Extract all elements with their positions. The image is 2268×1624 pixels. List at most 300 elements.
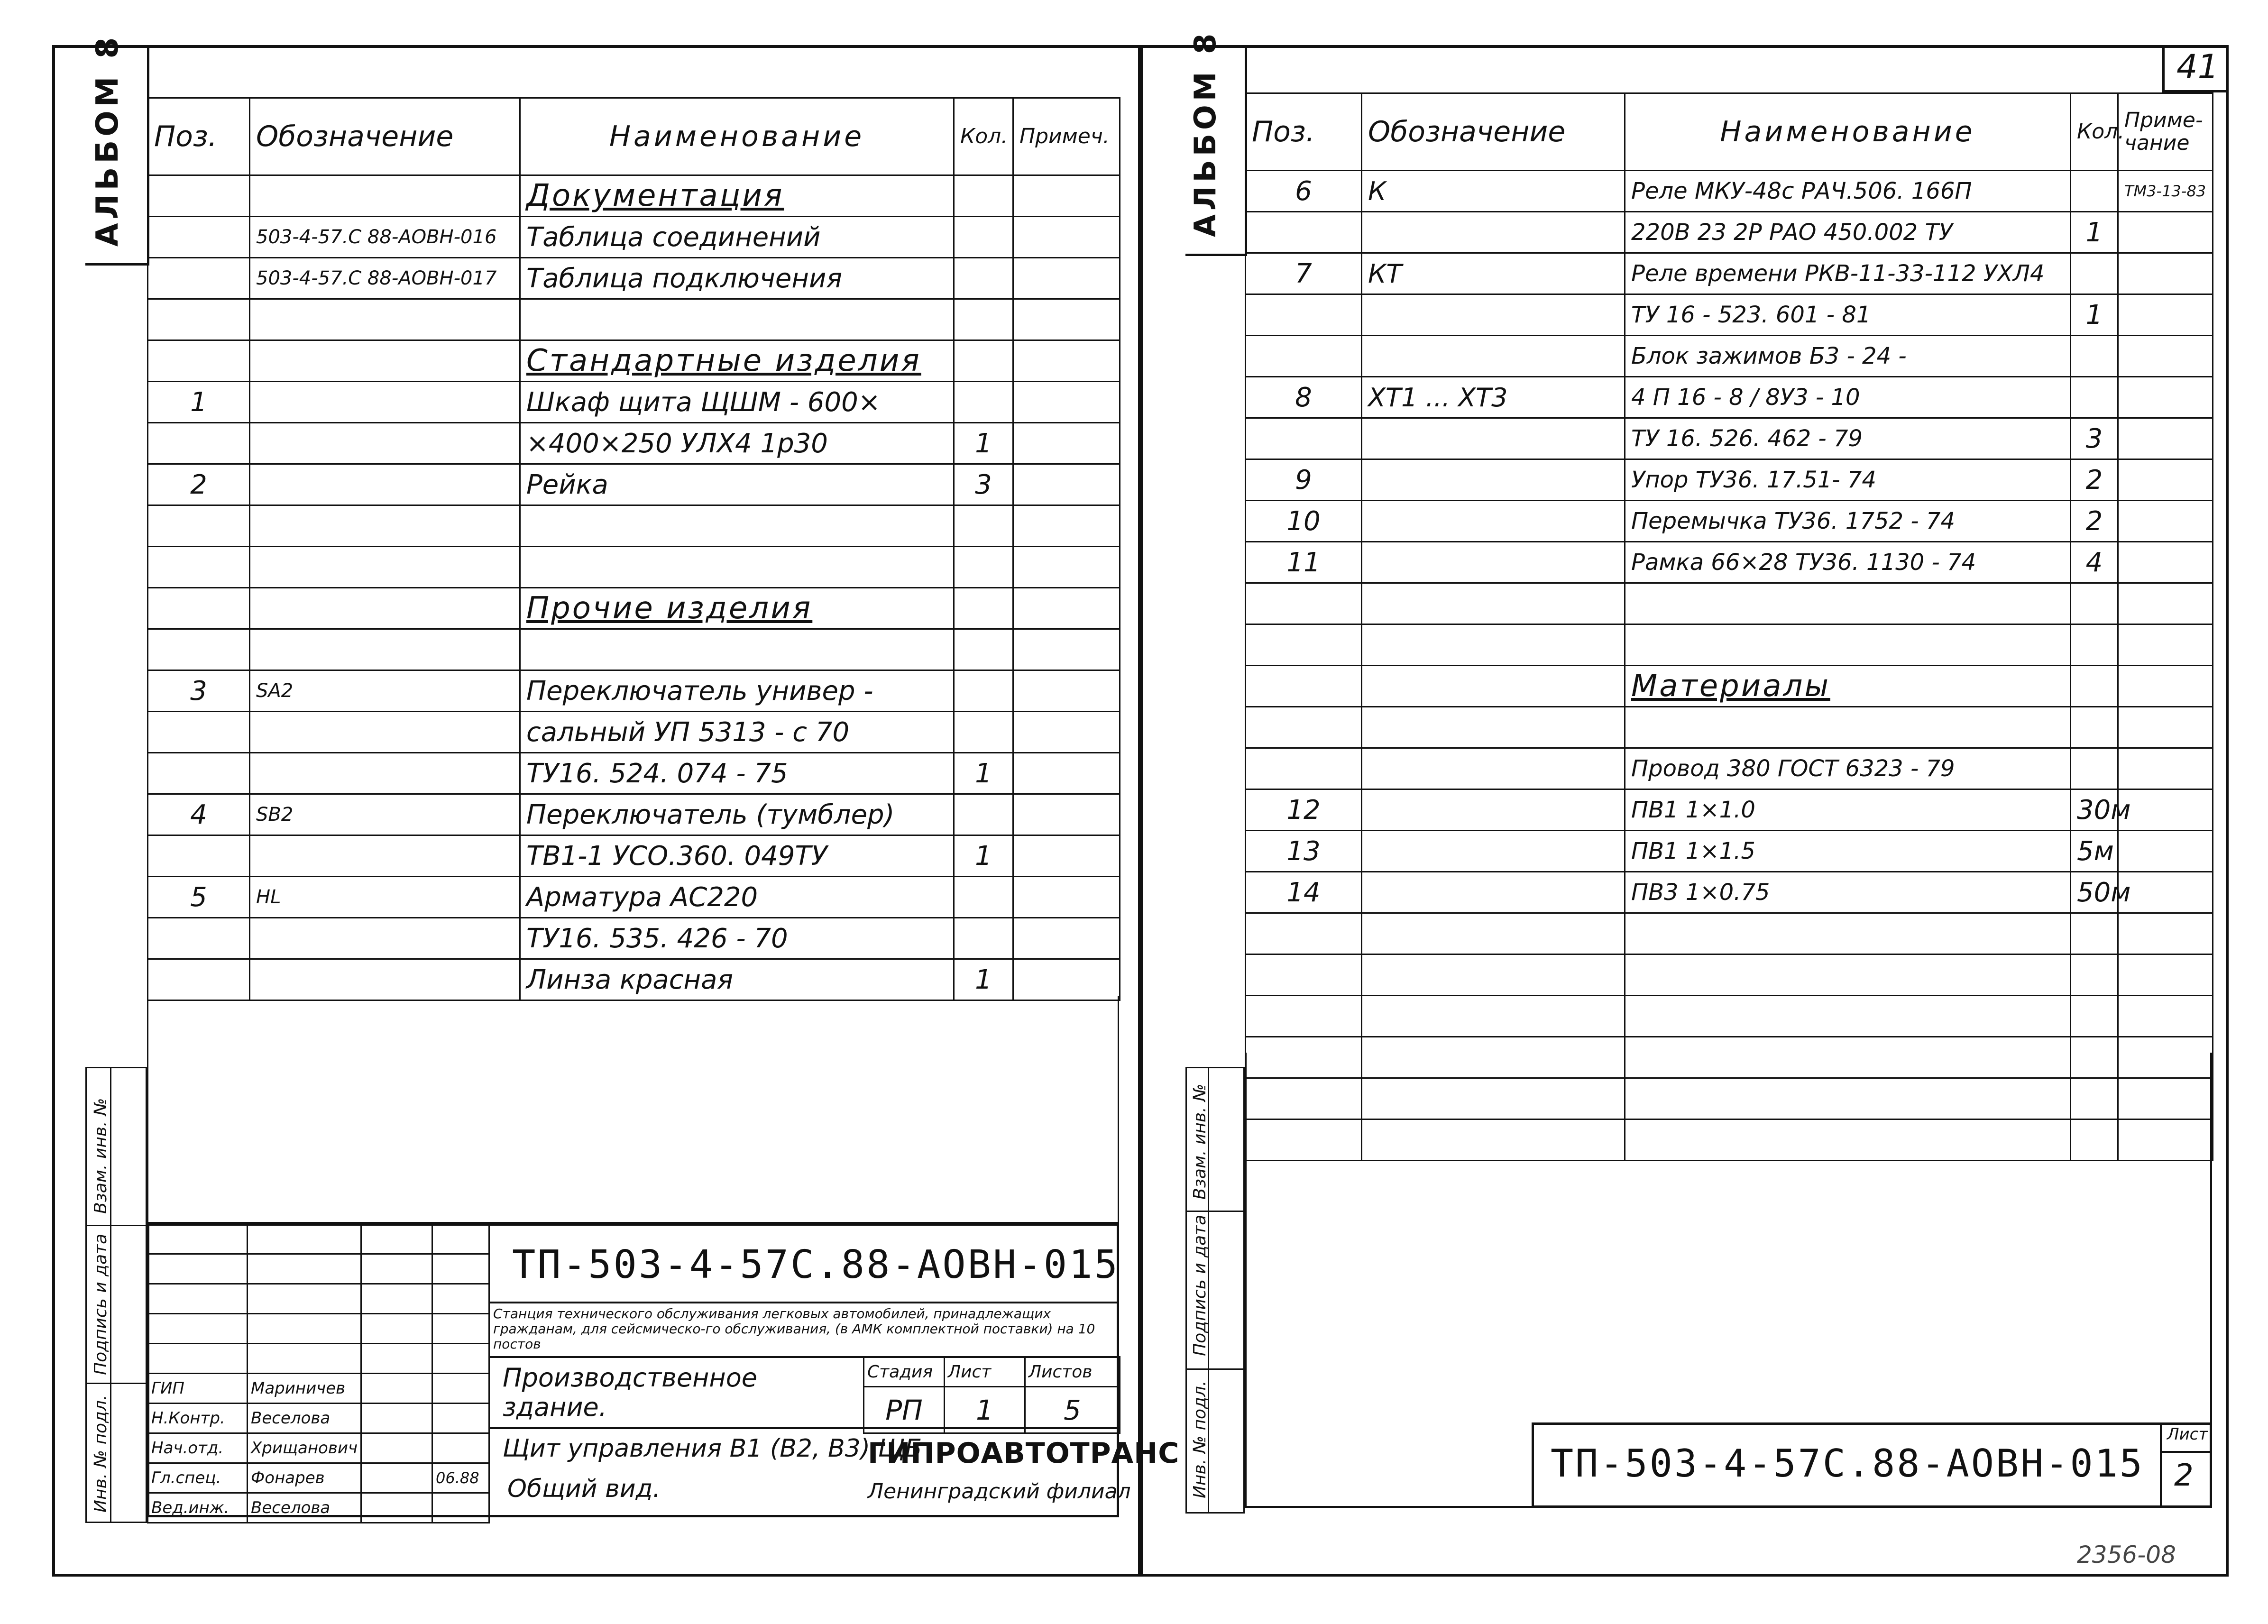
name-cell: [520, 299, 954, 340]
position-cell: [1246, 583, 1362, 624]
note-cell: [1013, 877, 1120, 918]
designation-cell: К: [1362, 171, 1625, 212]
position-cell: [148, 340, 250, 382]
quantity-cell: [954, 794, 1013, 835]
quantity-cell: [954, 877, 1013, 918]
note-cell: [1013, 629, 1120, 670]
name-cell: Таблица подключения: [520, 258, 954, 299]
note-cell: [2118, 954, 2213, 996]
name-cell: Реле МКУ-48с РАЧ.506. 166П: [1625, 171, 2071, 212]
designation-cell: [1362, 542, 1625, 583]
note-cell: [1013, 918, 1120, 959]
position-cell: [1246, 666, 1362, 707]
table-row: [148, 258, 1120, 299]
designation-cell: [1362, 666, 1625, 707]
table-row: [1246, 583, 2213, 624]
date-cell: [432, 1374, 489, 1404]
note-cell: [1013, 588, 1120, 629]
table-row: [1246, 294, 2213, 336]
quantity-cell: 3: [954, 464, 1013, 505]
note-cell: [1013, 299, 1120, 340]
quantity-cell: [2071, 624, 2118, 666]
header-qty: Кол.: [2071, 93, 2118, 171]
designation-cell: [1362, 789, 1625, 831]
right-spec-table: [1245, 92, 2213, 1161]
table-row: [1246, 748, 2213, 789]
note-cell: [1013, 712, 1120, 753]
left-drawing-code: ТП-503-4-57С.88-АОВН-015: [512, 1242, 1120, 1287]
name-cell: [1625, 913, 2071, 954]
signature-row: [148, 1493, 489, 1523]
person-name-cell: Мариничев: [248, 1374, 361, 1404]
name-cell: ×400×250 УЛХ4 1р30: [520, 423, 954, 464]
left-side-label-3: Инв. № подл.: [91, 1395, 110, 1513]
name-cell: сальный УП 5313 - с 70: [520, 712, 954, 753]
designation-cell: [1362, 212, 1625, 253]
table-row: [1246, 418, 2213, 459]
quantity-cell: [2071, 954, 2118, 996]
table-row: [148, 217, 1120, 258]
table-row: [148, 918, 1120, 959]
name-cell: 220В 23 2Р РАО 450.002 ТУ: [1625, 212, 2071, 253]
table-row: [148, 423, 1120, 464]
name-cell: ПВ3 1×0.75: [1625, 872, 2071, 913]
position-cell: [148, 629, 250, 670]
quantity-cell: [954, 629, 1013, 670]
designation-cell: [250, 175, 520, 217]
table-row: [1246, 501, 2213, 542]
name-cell: Рамка 66×28 ТУ36. 1130 - 74: [1625, 542, 2071, 583]
table-row: [148, 175, 1120, 217]
position-cell: [148, 299, 250, 340]
quantity-cell: [2071, 253, 2118, 294]
person-name-cell: Фонарев: [248, 1463, 361, 1493]
designation-cell: [250, 712, 520, 753]
note-cell: [2118, 996, 2213, 1037]
person-name-cell: Веселова: [248, 1493, 361, 1523]
quantity-cell: 5м: [2071, 831, 2118, 872]
code-divider: [488, 1302, 1119, 1303]
quantity-cell: [2071, 996, 2118, 1037]
position-cell: [1246, 913, 1362, 954]
position-cell: 14: [1246, 872, 1362, 913]
designation-cell: [250, 464, 520, 505]
quantity-cell: 3: [2071, 418, 2118, 459]
table-row: [1246, 913, 2213, 954]
note-cell: [1013, 217, 1120, 258]
note-cell: [2118, 748, 2213, 789]
table-row: [148, 959, 1120, 1000]
archive-stamp: 2356-08: [2077, 1541, 2176, 1569]
left-project-description: Станция технического обслуживания легковых автомобилей, принадлежащих гражданам, для сейсмическо-го обслуживания, (в АМК комплектной поставки) на 10 постов: [493, 1306, 1095, 1352]
position-cell: 12: [1246, 789, 1362, 831]
left-sheet-subtitle: Общий вид.: [507, 1475, 661, 1503]
position-cell: 8: [1246, 377, 1362, 418]
position-cell: [1246, 748, 1362, 789]
header-name: Наименование: [520, 98, 954, 175]
signature-cell: [361, 1404, 432, 1433]
name-cell: [1625, 996, 2071, 1037]
table-row: [1246, 171, 2213, 212]
designation-cell: [1362, 831, 1625, 872]
org-name: ГИПРОАВТОТРАНС: [868, 1437, 1180, 1470]
signature-row: [148, 1404, 489, 1433]
person-name-cell: Веселова: [248, 1404, 361, 1433]
designation-cell: [250, 340, 520, 382]
right-album-label: АЛЬБОМ 8: [1188, 29, 1222, 237]
position-cell: [1246, 294, 1362, 336]
table-row: [148, 382, 1120, 423]
left-signatures-table: [147, 1223, 490, 1523]
note-cell: [2118, 212, 2213, 253]
quantity-cell: [954, 588, 1013, 629]
quantity-cell: [954, 547, 1013, 588]
table-row: [1246, 954, 2213, 996]
name-cell: Стандартные изделия: [520, 340, 954, 382]
name-cell: ТУ16. 524. 074 - 75: [520, 753, 954, 794]
quantity-cell: 1: [954, 753, 1013, 794]
quantity-cell: [954, 299, 1013, 340]
note-cell: [1013, 464, 1120, 505]
table-row: [148, 753, 1120, 794]
position-cell: [148, 547, 250, 588]
name-cell: Переключатель универ -: [520, 670, 954, 712]
signature-row: [148, 1463, 489, 1493]
left-building: Производственное здание.: [503, 1363, 757, 1422]
position-cell: 3: [148, 670, 250, 712]
name-cell: ТУ16. 535. 426 - 70: [520, 918, 954, 959]
table-row: [148, 794, 1120, 835]
table-row: [1246, 872, 2213, 913]
designation-cell: [250, 547, 520, 588]
quantity-cell: [954, 258, 1013, 299]
org-branch: Ленинградский филиал: [868, 1479, 1131, 1504]
note-cell: [2118, 459, 2213, 501]
header-qty: Кол.: [954, 98, 1013, 175]
designation-cell: [250, 835, 520, 877]
name-cell: [520, 505, 954, 547]
position-cell: 5: [148, 877, 250, 918]
designation-cell: [1362, 996, 1625, 1037]
name-cell: [1625, 583, 2071, 624]
note-cell: [2118, 666, 2213, 707]
name-cell: ТВ1-1 УСО.360. 049ТУ: [520, 835, 954, 877]
name-cell: ПВ1 1×1.0: [1625, 789, 2071, 831]
left-stage-table: [863, 1356, 1120, 1434]
table-row: [1246, 996, 2213, 1037]
left-spec-table: [147, 97, 1120, 1001]
quantity-cell: 30м: [2071, 789, 2118, 831]
page-number: 41: [2176, 47, 2219, 86]
quantity-cell: 2: [2071, 501, 2118, 542]
quantity-cell: 1: [2071, 212, 2118, 253]
note-cell: [1013, 423, 1120, 464]
right-header-row: [1246, 93, 2213, 171]
role-cell: Нач.отд.: [148, 1433, 248, 1463]
header-note: Приме-чание: [2118, 93, 2213, 171]
table-row: [1246, 707, 2213, 748]
left-header-row: [148, 98, 1120, 175]
name-cell: Упор ТУ36. 17.51- 74: [1625, 459, 2071, 501]
sheets-value: 5: [1025, 1387, 1120, 1433]
header-designation: Обозначение: [250, 98, 520, 175]
designation-cell: [250, 753, 520, 794]
designation-cell: [250, 382, 520, 423]
name-cell: Прочие изделия: [520, 588, 954, 629]
quantity-cell: [954, 505, 1013, 547]
designation-cell: SA2: [250, 670, 520, 712]
quantity-cell: [954, 712, 1013, 753]
table-row: [148, 877, 1120, 918]
date-cell: [432, 1433, 489, 1463]
sheet-value: 1: [945, 1387, 1025, 1433]
role-cell: Н.Контр.: [148, 1404, 248, 1433]
signature-row: [148, 1374, 489, 1404]
stage-value: РП: [864, 1387, 945, 1433]
table-row: [148, 340, 1120, 382]
quantity-cell: 50м: [2071, 872, 2118, 913]
position-cell: 11: [1246, 542, 1362, 583]
signature-cell: [361, 1433, 432, 1463]
note-cell: [1013, 340, 1120, 382]
designation-cell: [1362, 459, 1625, 501]
position-cell: [1246, 336, 1362, 377]
designation-cell: [250, 423, 520, 464]
table-row: [1246, 336, 2213, 377]
note-cell: [2118, 872, 2213, 913]
note-cell: [2118, 624, 2213, 666]
quantity-cell: 1: [954, 835, 1013, 877]
position-cell: [148, 918, 250, 959]
position-cell: 10: [1246, 501, 1362, 542]
right-side-label-1: Взам. инв. №: [1190, 1083, 1210, 1200]
table-row: [1246, 377, 2213, 418]
table-row: [1246, 542, 2213, 583]
note-cell: [2118, 913, 2213, 954]
designation-cell: [250, 299, 520, 340]
note-cell: [2118, 583, 2213, 624]
note-cell: [2118, 253, 2213, 294]
designation-cell: 503-4-57.С 88-АОВН-017: [250, 258, 520, 299]
name-cell: ТУ 16 - 523. 601 - 81: [1625, 294, 2071, 336]
designation-cell: [250, 918, 520, 959]
name-cell: [1625, 954, 2071, 996]
signature-cell: [361, 1374, 432, 1404]
right-side-label-3: Инв. № подл.: [1190, 1380, 1210, 1498]
table-row: [148, 547, 1120, 588]
right-sheet-cell-divider: [2160, 1451, 2212, 1453]
note-cell: [1013, 382, 1120, 423]
note-cell: ТМ3-13-83: [2118, 171, 2213, 212]
date-cell: [432, 1493, 489, 1523]
name-cell: Реле времени РКВ-11-33-112 УХЛ4: [1625, 253, 2071, 294]
position-cell: 13: [1246, 831, 1362, 872]
position-cell: [1246, 212, 1362, 253]
table-row: [148, 464, 1120, 505]
role-cell: Гл.спец.: [148, 1463, 248, 1493]
signature-row: [148, 1433, 489, 1463]
note-cell: [1013, 959, 1120, 1000]
right-sheet-label: Лист: [2167, 1425, 2208, 1444]
table-row: [1246, 459, 2213, 501]
note-cell: [1013, 835, 1120, 877]
designation-cell: [1362, 872, 1625, 913]
note-cell: [2118, 789, 2213, 831]
position-cell: [148, 258, 250, 299]
header-note: Примеч.: [1013, 98, 1120, 175]
note-cell: [2118, 542, 2213, 583]
sheets-label: Листов: [1025, 1357, 1120, 1387]
note-cell: [2118, 831, 2213, 872]
table-row: [148, 629, 1120, 670]
left-album-label: АЛЬБОМ 8: [90, 33, 125, 247]
position-cell: [1246, 707, 1362, 748]
position-cell: [148, 175, 250, 217]
signature-cell: [361, 1463, 432, 1493]
name-cell: [520, 629, 954, 670]
quantity-cell: [954, 670, 1013, 712]
quantity-cell: [954, 382, 1013, 423]
quantity-cell: [2071, 583, 2118, 624]
note-cell: [1013, 175, 1120, 217]
quantity-cell: [954, 340, 1013, 382]
quantity-cell: 1: [2071, 294, 2118, 336]
table-row: [148, 588, 1120, 629]
quantity-cell: 1: [954, 423, 1013, 464]
name-cell: ПВ1 1×1.5: [1625, 831, 2071, 872]
table-row: [1246, 624, 2213, 666]
name-cell: [520, 547, 954, 588]
note-cell: [1013, 794, 1120, 835]
name-cell: Линза красная: [520, 959, 954, 1000]
note-cell: [1013, 547, 1120, 588]
position-cell: 2: [148, 464, 250, 505]
date-cell: [432, 1404, 489, 1433]
position-cell: [148, 217, 250, 258]
position-cell: 6: [1246, 171, 1362, 212]
header-pos: Поз.: [148, 98, 250, 175]
position-cell: [148, 959, 250, 1000]
name-cell: ТУ 16. 526. 462 - 79: [1625, 418, 2071, 459]
left-side-label-1: Взам. инв. №: [91, 1098, 110, 1214]
designation-cell: [1362, 913, 1625, 954]
stage-label: Стадия: [864, 1357, 945, 1387]
name-cell: Рейка: [520, 464, 954, 505]
table-row: [1246, 789, 2213, 831]
position-cell: 4: [148, 794, 250, 835]
name-cell: Материалы: [1625, 666, 2071, 707]
position-cell: [148, 423, 250, 464]
name-cell: Документация: [520, 175, 954, 217]
note-cell: [2118, 377, 2213, 418]
designation-cell: [1362, 707, 1625, 748]
header-name: Наименование: [1625, 93, 2071, 171]
designation-cell: [250, 629, 520, 670]
designation-cell: [250, 505, 520, 547]
designation-cell: SB2: [250, 794, 520, 835]
note-cell: [1013, 753, 1120, 794]
designation-cell: [250, 588, 520, 629]
position-cell: [148, 712, 250, 753]
note-cell: [2118, 418, 2213, 459]
sheet-label: Лист: [945, 1357, 1025, 1387]
designation-cell: [1362, 294, 1625, 336]
right-side-label-2: Подпись и дата: [1190, 1214, 1210, 1356]
designation-cell: [1362, 624, 1625, 666]
note-cell: [1013, 258, 1120, 299]
person-name-cell: Хрищанович: [248, 1433, 361, 1463]
designation-cell: 503-4-57.С 88-АОВН-016: [250, 217, 520, 258]
position-cell: [148, 505, 250, 547]
position-cell: [1246, 954, 1362, 996]
header-pos: Поз.: [1246, 93, 1362, 171]
quantity-cell: [2071, 171, 2118, 212]
designation-cell: HL: [250, 877, 520, 918]
note-cell: [2118, 501, 2213, 542]
quantity-cell: [954, 175, 1013, 217]
position-cell: [1246, 418, 1362, 459]
note-cell: [2118, 336, 2213, 377]
table-row: [148, 505, 1120, 547]
table-row: [148, 835, 1120, 877]
note-cell: [2118, 294, 2213, 336]
designation-cell: [1362, 418, 1625, 459]
right-drawing-code: ТП-503-4-57С.88-АОВН-015: [1551, 1441, 2144, 1486]
name-cell: [1625, 707, 2071, 748]
designation-cell: [1362, 748, 1625, 789]
table-row: [1246, 666, 2213, 707]
quantity-cell: [954, 217, 1013, 258]
note-cell: [1013, 505, 1120, 547]
designation-cell: [1362, 501, 1625, 542]
quantity-cell: [2071, 666, 2118, 707]
quantity-cell: 1: [954, 959, 1013, 1000]
name-cell: Переключатель (тумблер): [520, 794, 954, 835]
quantity-cell: [2071, 707, 2118, 748]
table-row: [148, 670, 1120, 712]
designation-cell: КТ: [1362, 253, 1625, 294]
name-cell: Перемычка ТУ36. 1752 - 74: [1625, 501, 2071, 542]
position-cell: [1246, 996, 1362, 1037]
quantity-cell: 2: [2071, 459, 2118, 501]
position-cell: 7: [1246, 253, 1362, 294]
header-designation: Обозначение: [1362, 93, 1625, 171]
name-cell: Арматура АС220: [520, 877, 954, 918]
name-cell: Блок зажимов Б3 - 24 -: [1625, 336, 2071, 377]
left-side-label-2: Подпись и дата: [91, 1233, 110, 1375]
role-cell: ГИП: [148, 1374, 248, 1404]
position-cell: 1: [148, 382, 250, 423]
designation-cell: XT1 ... XT3: [1362, 377, 1625, 418]
role-cell: Вед.инж.: [148, 1493, 248, 1523]
left-sheet-title: Щит управления В1 (В2, В3) ЩБ: [503, 1434, 922, 1463]
table-row: [1246, 212, 2213, 253]
name-cell: Шкаф щита ЩШМ - 600×: [520, 382, 954, 423]
position-cell: [148, 753, 250, 794]
name-cell: 4 П 16 - 8 / 8У3 - 10: [1625, 377, 2071, 418]
note-cell: [2118, 707, 2213, 748]
right-sheet-value: 2: [2174, 1458, 2194, 1493]
quantity-cell: [2071, 377, 2118, 418]
name-cell: Провод 380 ГОСТ 6323 - 79: [1625, 748, 2071, 789]
date-cell: 06.88: [432, 1463, 489, 1493]
table-row: [1246, 831, 2213, 872]
quantity-cell: [2071, 913, 2118, 954]
signature-cell: [361, 1493, 432, 1523]
designation-cell: [1362, 583, 1625, 624]
table-row: [1246, 253, 2213, 294]
name-cell: [1625, 624, 2071, 666]
